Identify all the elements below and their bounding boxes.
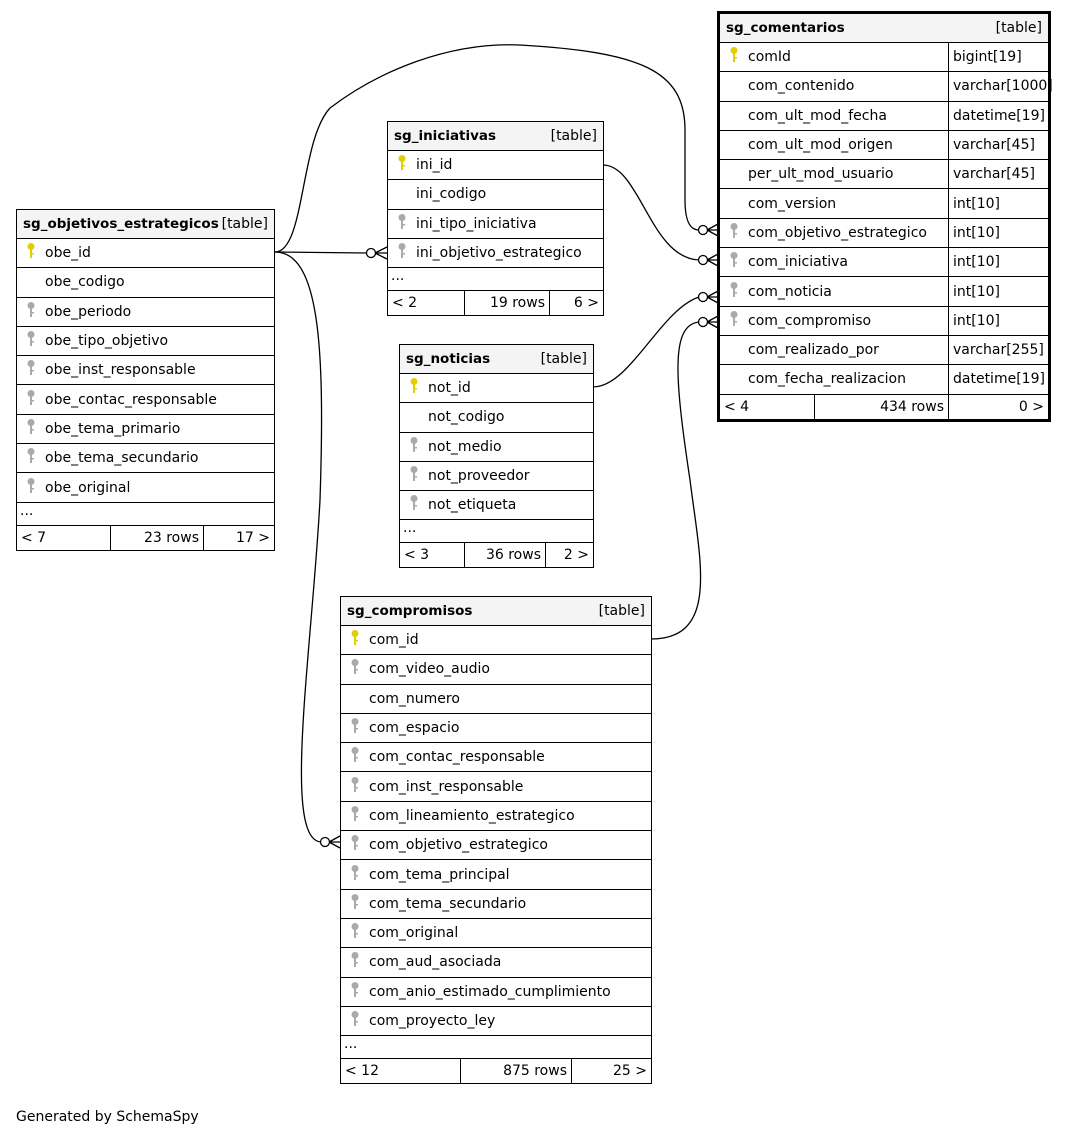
column-name: not_medio: [428, 438, 502, 455]
column-name: ini_objetivo_estrategico: [416, 245, 582, 262]
column-type: int[10]: [948, 248, 1048, 276]
table-type: [table]: [550, 128, 597, 144]
column-row[interactable]: [341, 772, 651, 801]
column-name: com_id: [369, 632, 419, 649]
table-name: sg_iniciativas: [394, 128, 497, 144]
children-count[interactable]: 2 >: [563, 547, 589, 564]
table-header: [388, 122, 603, 151]
column-row[interactable]: [720, 365, 1048, 394]
column-row[interactable]: [720, 336, 1048, 365]
foreign-key-icon: [26, 418, 36, 440]
column-row[interactable]: [17, 356, 274, 385]
primary-key-icon: [409, 377, 419, 399]
column-row[interactable]: [388, 210, 603, 239]
optional-circle: [699, 256, 708, 265]
parents-count[interactable]: < 3: [400, 543, 465, 567]
column-name: not_id: [428, 380, 471, 397]
table-name: sg_compromisos: [347, 603, 473, 619]
column-name: obe_periodo: [45, 303, 132, 320]
column-name: com_iniciativa: [748, 254, 848, 271]
table-sg_objetivos_estrategicos[interactable]: [16, 209, 275, 551]
column-name: com_fecha_realizacion: [748, 371, 906, 388]
parents-count[interactable]: < 2: [388, 291, 465, 315]
column-row[interactable]: [400, 491, 593, 520]
optional-circle: [367, 249, 376, 258]
column-row[interactable]: [341, 978, 651, 1007]
more-columns: ...: [388, 268, 603, 291]
column-name: ini_id: [416, 157, 453, 174]
foreign-key-icon: [409, 436, 419, 458]
table-type: [table]: [540, 351, 587, 367]
column-type: varchar[255]: [948, 336, 1048, 364]
column-row[interactable]: [720, 102, 1048, 131]
row-count: 434 rows: [815, 395, 949, 419]
column-name: com_ult_mod_origen: [748, 137, 893, 154]
table-header: [400, 345, 593, 374]
table-type: [table]: [221, 216, 268, 232]
column-row[interactable]: [341, 626, 651, 655]
column-type: int[10]: [948, 277, 1048, 305]
table-footer: [388, 291, 603, 315]
column-name: com_aud_asociada: [369, 954, 502, 971]
column-name: not_codigo: [428, 409, 505, 426]
foreign-key-icon: [350, 658, 360, 680]
column-row[interactable]: [720, 277, 1048, 306]
column-name: com_version: [748, 195, 837, 212]
column-row[interactable]: [17, 385, 274, 414]
column-row[interactable]: [720, 189, 1048, 218]
column-name: com_inst_responsable: [369, 778, 524, 795]
column-type: int[10]: [948, 307, 1048, 335]
column-row[interactable]: [17, 415, 274, 444]
table-sg_comentarios[interactable]: [717, 11, 1051, 422]
primary-key-icon: [26, 242, 36, 264]
column-row[interactable]: [720, 219, 1048, 248]
column-name: com_original: [369, 925, 459, 942]
row-count: 36 rows: [465, 543, 546, 567]
column-row[interactable]: [17, 298, 274, 327]
table-sg_iniciativas[interactable]: [387, 121, 604, 316]
edge-objetivos-iniciativas: [275, 252, 367, 253]
children-count[interactable]: 0 >: [1018, 398, 1044, 415]
column-name: obe_tema_secundario: [45, 450, 199, 467]
foreign-key-icon: [729, 222, 739, 244]
column-name: com_compromiso: [748, 312, 872, 329]
primary-key-icon: [729, 46, 739, 68]
column-name: comId: [748, 49, 791, 66]
column-row[interactable]: [341, 685, 651, 714]
column-name: obe_original: [45, 479, 131, 496]
column-name: com_tema_secundario: [369, 895, 527, 912]
column-row[interactable]: [388, 151, 603, 180]
table-sg_noticias[interactable]: [399, 344, 594, 568]
column-name: obe_id: [45, 245, 91, 262]
column-name: per_ult_mod_usuario: [748, 166, 894, 183]
column-name: com_video_audio: [369, 661, 490, 678]
table-name: sg_noticias: [406, 351, 491, 367]
column-row[interactable]: [17, 239, 274, 268]
column-row[interactable]: [720, 160, 1048, 189]
foreign-key-icon: [350, 951, 360, 973]
foreign-key-icon: [26, 389, 36, 411]
column-row[interactable]: [341, 743, 651, 772]
row-count: 875 rows: [461, 1059, 572, 1083]
column-row[interactable]: [720, 43, 1048, 72]
table-name: sg_comentarios: [726, 20, 845, 36]
column-type: bigint[19]: [948, 43, 1048, 71]
foreign-key-icon: [729, 251, 739, 273]
column-row[interactable]: [17, 327, 274, 356]
more-columns: ...: [17, 503, 274, 526]
foreign-key-icon: [26, 330, 36, 352]
column-name: not_etiqueta: [428, 497, 517, 514]
column-type: datetime[19]: [948, 365, 1048, 393]
column-row[interactable]: [400, 433, 593, 462]
foreign-key-icon: [397, 242, 407, 264]
foreign-key-icon: [350, 746, 360, 768]
primary-key-icon: [350, 629, 360, 651]
column-row[interactable]: [341, 919, 651, 948]
column-row[interactable]: [17, 268, 274, 297]
table-footer: [720, 395, 1048, 419]
column-name: com_objetivo_estrategico: [748, 224, 927, 241]
table-header: [720, 14, 1048, 43]
children-count[interactable]: 6 >: [573, 295, 599, 312]
foreign-key-icon: [350, 717, 360, 739]
column-row[interactable]: [400, 403, 593, 432]
column-row[interactable]: [720, 131, 1048, 160]
foreign-key-icon: [350, 922, 360, 944]
parents-count[interactable]: < 12: [341, 1059, 461, 1083]
column-name: com_realizado_por: [748, 342, 879, 359]
optional-circle: [699, 318, 708, 327]
column-row[interactable]: [720, 307, 1048, 336]
foreign-key-icon: [26, 447, 36, 469]
foreign-key-icon: [350, 834, 360, 856]
column-row[interactable]: [17, 444, 274, 473]
column-name: com_proyecto_ley: [369, 1013, 496, 1029]
column-row[interactable]: [400, 374, 593, 403]
primary-key-icon: [397, 154, 407, 176]
more-columns: ...: [341, 1036, 651, 1059]
column-name: com_lineamiento_estrategico: [369, 807, 575, 824]
column-name: com_contenido: [748, 78, 855, 95]
foreign-key-icon: [409, 465, 419, 487]
foreign-key-icon: [350, 805, 360, 827]
table-name: sg_objetivos_estrategicos: [23, 216, 219, 232]
table-footer: [17, 526, 274, 550]
column-row[interactable]: [341, 860, 651, 889]
table-type: [table]: [995, 20, 1042, 36]
optional-circle: [321, 838, 330, 847]
column-row[interactable]: [341, 655, 651, 684]
column-row[interactable]: [388, 180, 603, 209]
foreign-key-icon: [409, 494, 419, 516]
foreign-key-icon: [729, 310, 739, 332]
column-row[interactable]: [17, 473, 274, 502]
column-row[interactable]: [341, 831, 651, 860]
foreign-key-icon: [26, 477, 36, 499]
column-name: obe_tipo_objetivo: [45, 333, 169, 350]
foreign-key-icon: [350, 776, 360, 798]
table-header: [341, 597, 651, 626]
column-name: obe_contac_responsable: [45, 391, 217, 408]
children-count[interactable]: 25 >: [613, 1063, 647, 1080]
column-type: varchar[45]: [948, 160, 1048, 188]
foreign-key-icon: [729, 281, 739, 303]
column-name: com_tema_principal: [369, 866, 510, 883]
column-name: ini_tipo_iniciativa: [416, 215, 537, 232]
column-name: com_noticia: [748, 283, 832, 300]
more-columns: ...: [400, 520, 593, 543]
foreign-key-icon: [350, 893, 360, 915]
foreign-key-icon: [350, 981, 360, 1003]
crows-foot-many: [329, 836, 340, 848]
edge-compromisos-comentarios: [651, 322, 701, 639]
column-row[interactable]: [400, 462, 593, 491]
column-name: com_numero: [369, 690, 460, 707]
column-name: obe_tema_primario: [45, 420, 181, 437]
column-row[interactable]: [341, 948, 651, 977]
edge-noticias-comentarios: [593, 297, 699, 387]
table-header: [17, 210, 274, 239]
column-type: varchar[45]: [948, 131, 1048, 159]
foreign-key-icon: [350, 1010, 360, 1032]
column-row[interactable]: [720, 248, 1048, 277]
column-type: varchar[1000]: [948, 72, 1048, 100]
row-count: 19 rows: [465, 291, 550, 315]
crows-foot-many: [375, 247, 387, 259]
column-row[interactable]: [341, 890, 651, 919]
column-name: com_objetivo_estrategico: [369, 837, 548, 854]
column-name: com_espacio: [369, 720, 460, 737]
column-row[interactable]: [341, 714, 651, 743]
table-footer: [341, 1059, 651, 1083]
column-row[interactable]: [720, 72, 1053, 101]
table-type: [table]: [598, 603, 645, 619]
children-count[interactable]: 17 >: [236, 529, 270, 546]
column-name: not_proveedor: [428, 468, 530, 485]
column-type: datetime[19]: [948, 102, 1048, 130]
parents-count[interactable]: < 4: [720, 395, 815, 419]
generated-by-note: Generated by SchemaSpy: [16, 1109, 199, 1125]
column-row[interactable]: [388, 239, 603, 268]
column-name: obe_codigo: [45, 274, 125, 291]
column-type: int[10]: [948, 189, 1048, 217]
table-footer: [400, 543, 593, 567]
column-name: com_contac_responsable: [369, 749, 545, 766]
column-name: com_ult_mod_fecha: [748, 107, 887, 124]
column-row[interactable]: [341, 1007, 651, 1036]
column-type: int[10]: [948, 219, 1048, 247]
column-name: obe_inst_responsable: [45, 362, 196, 379]
foreign-key-icon: [26, 301, 36, 323]
table-sg_compromisos[interactable]: [340, 596, 652, 1084]
row-count: 23 rows: [111, 526, 204, 550]
parents-count[interactable]: < 7: [17, 526, 111, 550]
foreign-key-icon: [397, 213, 407, 235]
column-row[interactable]: [341, 802, 651, 831]
column-name: ini_codigo: [416, 186, 487, 203]
optional-circle: [699, 226, 708, 235]
edge-objetivos-compromisos: [275, 252, 322, 842]
foreign-key-icon: [26, 359, 36, 381]
foreign-key-icon: [350, 864, 360, 886]
column-name: com_anio_estimado_cumplimiento: [369, 983, 611, 1000]
optional-circle: [699, 293, 708, 302]
